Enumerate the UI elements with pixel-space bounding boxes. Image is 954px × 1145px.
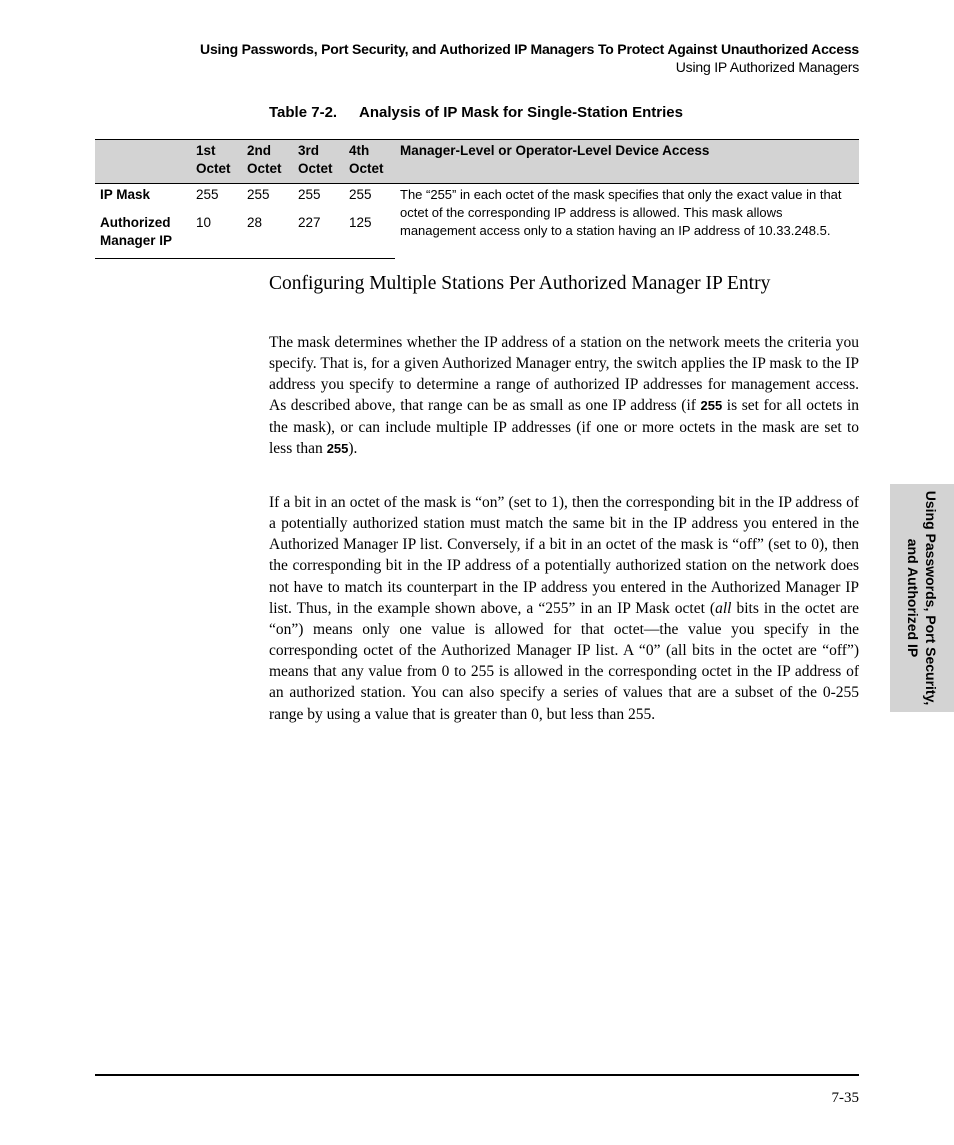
footer-rule	[95, 1074, 859, 1076]
header-3rd-octet: 3rd Octet	[293, 140, 344, 184]
header-1st-octet: 1st Octet	[191, 140, 242, 184]
row-label: Authorized Manager IP	[95, 206, 191, 259]
paragraph-text: is set for all octets in the mask), or can include multiple IP addresses (if one or more octets in the mask are set to less than	[269, 397, 859, 457]
side-tab-label: Using Passwords, Port Security, and Authorized IP	[905, 490, 939, 706]
table-caption	[269, 104, 683, 122]
octet-cell: 10	[191, 206, 242, 259]
table-header-row	[95, 140, 859, 184]
section-title: Using IP Authorized Managers	[675, 59, 859, 75]
paragraph-text: The mask determines whether the IP address of a station on the network meets the criteria you specify. That is, for a given Authorized Manager entry, the switch applies the IP mask to the IP address you specify to determine a range of authorized IP addresses for management access. As described above, that range can be as small as one IP address (if	[269, 334, 859, 415]
header-access: Manager-Level or Operator-Level Device Access	[395, 140, 859, 184]
row-label: IP Mask	[100, 187, 151, 202]
page-number: 7-35	[831, 1090, 859, 1106]
octet-cell: 125	[344, 206, 395, 259]
running-header	[200, 40, 859, 76]
access-description: The “255” in each octet of the mask specifies that only the exact value in that octet of the corresponding IP address is allowed. This mask allows management access only to a station having an IP address of 10.33.248.5.	[400, 187, 842, 238]
paragraph-text: ).	[348, 439, 358, 457]
ip-mask-table	[95, 139, 859, 259]
table-title: Analysis of IP Mask for Single-Station Entries	[359, 104, 683, 121]
inline-code: 255	[700, 398, 723, 414]
paragraph-text: bits in the octet are “on”) means only one value is allowed for that octet—the value you specify in the corresponding octet of the Authorized Manager IP list. A “0” (all bits in the octet are “off”) means that any value from 0 to 255 is allowed in the corresponding octet in the IP address of an authorized station. You can also specify a series of values that are a subset of the 0-255 range by using a value that is greater than 0, but less than 255.	[269, 599, 859, 723]
paragraph-text: If a bit in an octet of the mask is “on” (set to 1), then the corresponding bit in the IP address of a potentially authorized station must match the same bit in the IP address you entered in the Authorized Manager IP list. Conversely, if a bit in an octet of the mask is “off” (set to 0), then the corresponding bit in the IP address of a potentially authorized station on the network does not have to match its counterpart in the IP address you entered in the Authorized Manager IP list. Thus, in the example shown above, a “255” in an IP Mask octet (	[269, 494, 859, 617]
inline-code: 255	[326, 440, 349, 456]
chapter-title: Using Passwords, Port Security, and Authorized IP Managers To Protect Against Unauthorized Access	[200, 41, 859, 57]
body-paragraph	[269, 492, 859, 725]
emphasis: all	[715, 599, 732, 617]
table-number: Table 7-2.	[269, 104, 338, 121]
body-paragraph	[269, 332, 859, 459]
octet-cell: 255	[298, 187, 321, 202]
octet-cell: 227	[293, 206, 344, 259]
octet-cell: 255	[349, 187, 372, 202]
header-2nd-octet: 2nd Octet	[242, 140, 293, 184]
table-row	[95, 184, 859, 207]
header-4th-octet: 4th Octet	[344, 140, 395, 184]
octet-cell: 28	[242, 206, 293, 259]
octet-cell: 255	[196, 187, 219, 202]
octet-cell: 255	[247, 187, 270, 202]
header-blank	[95, 140, 191, 184]
section-heading: Configuring Multiple Stations Per Authorized Manager IP Entry	[269, 273, 771, 294]
